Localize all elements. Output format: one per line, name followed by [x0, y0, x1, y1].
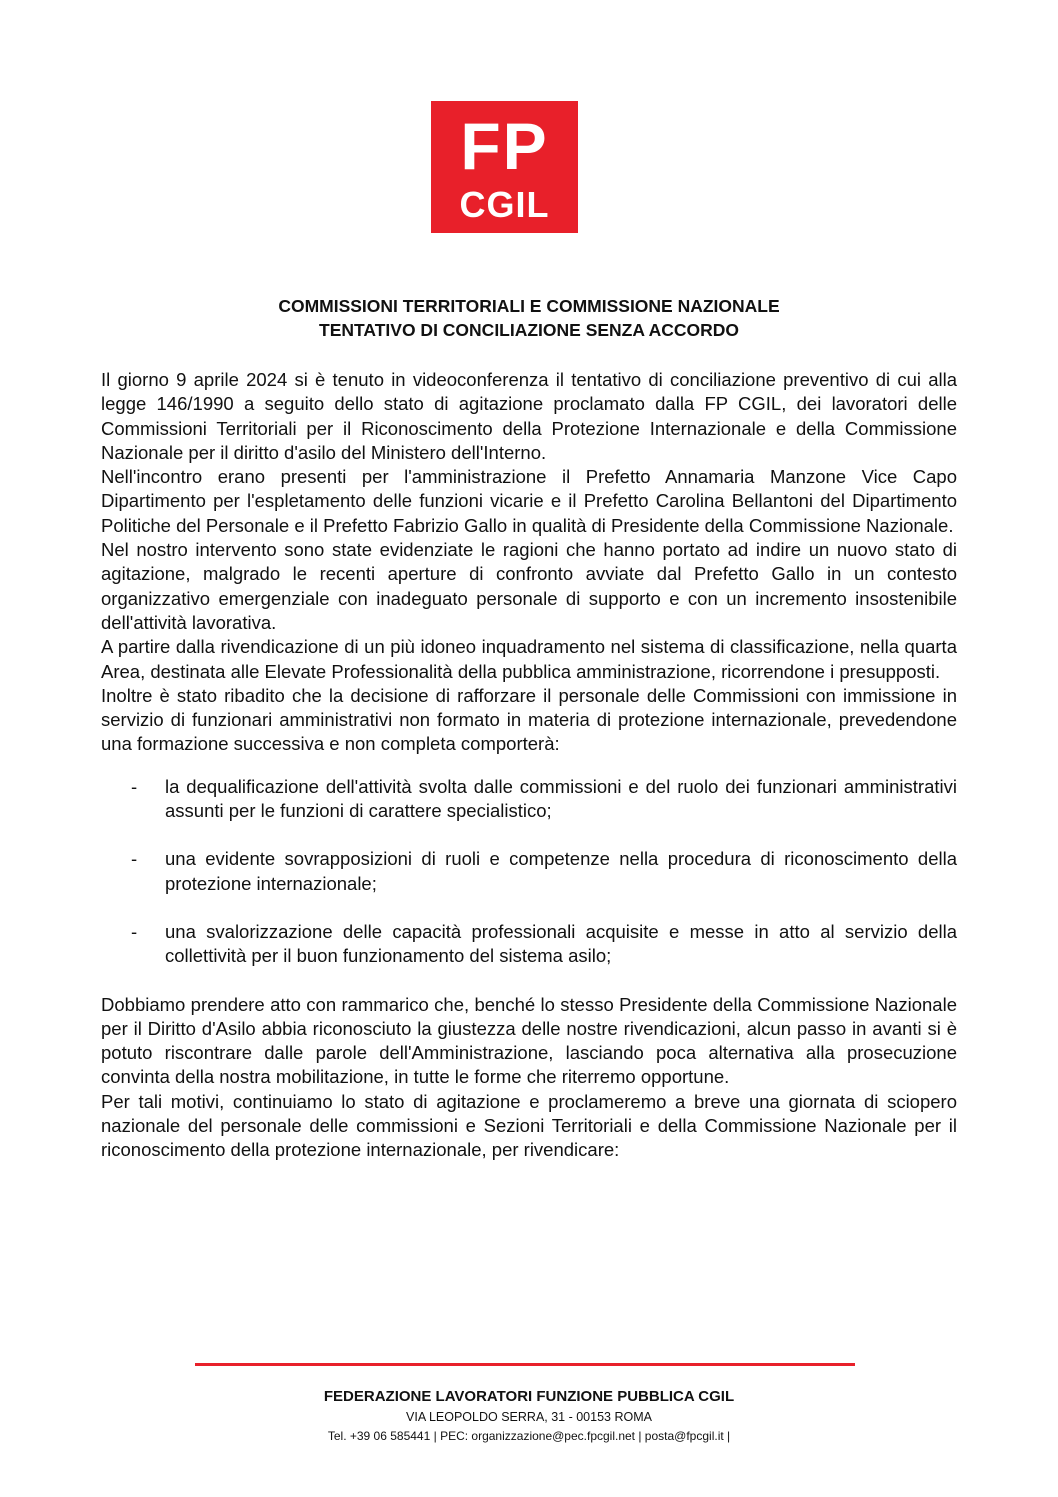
title-line-1: COMMISSIONI TERRITORIALI E COMMISSIONE NAZIONALE	[278, 296, 780, 316]
list-item	[101, 847, 957, 896]
paragraph: Nell'incontro erano presenti per l'amministrazione il Prefetto Annamaria Manzone Vice Capo Dipartimento per l'espletamento delle funzioni vicarie e il Prefetto Carolina Bellantoni del Dipartimento Politiche del Personale e il Prefetto Fabrizio Gallo in qualità di Presidente della Commissione Nazionale.	[101, 466, 957, 536]
paragraph: Dobbiamo prendere atto con rammarico che, benché lo stesso Presidente della Commissione Nazionale per il Diritto d'Asilo abbia riconosciuto la giustezza delle nostre rivendicazioni, alcun passo in avanti si è potuto riscontrare dalle parole dell'Amministrazione, lasciando poca alternativa alla prosecuzione convinta della nostra mobilitazione, in tutte le forme che riterremo opportune.	[101, 993, 957, 1088]
footer-organization: FEDERAZIONE LAVORATORI FUNZIONE PUBBLICA CGIL	[323, 1388, 735, 1405]
document-title	[101, 294, 957, 342]
list-item-text: la dequalificazione dell'attività svolta dalle commissioni e del ruolo dei funzionari amministrativi assunti per le funzioni di carattere specialistico;	[165, 775, 957, 822]
footer-contact: Tel. +39 06 585441 | PEC: organizzazione@pec.fpcgil.net | posta@fpcgil.it |	[327, 1429, 731, 1443]
paragraph: Nel nostro intervento sono state evidenziate le ragioni che hanno portato ad indire un nuovo stato di agitazione, malgrado le recenti aperture di confronto avviate dal Prefetto Gallo in un contesto organizzativo emergenziale con inadeguato personale di supporto e con un incremento insostenibile dell'attività lavorativa.	[101, 539, 957, 633]
document-body	[101, 368, 957, 1163]
title-line-2: TENTATIVO DI CONCILIAZIONE SENZA ACCORDO	[319, 320, 739, 340]
bullet-dash: -	[131, 920, 138, 942]
paragraph: Inoltre è stato ribadito che la decisione di rafforzare il personale delle Commissioni con immissione in servizio di funzionari amministrativi non formato in materia di protezione internazionale, prevedendone una formazione successiva e non completa comporterà:	[101, 684, 957, 755]
paragraph: Per tali motivi, continuiamo lo stato di agitazione e proclameremo a breve una giornata di sciopero nazionale del personale delle commissioni e Sezioni Territoriali e della Commissione Nazionale per il riconoscimento della protezione internazionale, per rivendicare:	[101, 1090, 957, 1161]
paragraph: A partire dalla rivendicazione di un più idoneo inquadramento nel sistema di classificazione, nella quarta Area, destinata alle Elevate Professionalità della pubblica amministrazione, ricorrendone i presupposti.	[101, 636, 957, 682]
footer	[101, 1386, 957, 1446]
fp-cgil-logo	[431, 101, 578, 233]
bullet-dash: -	[131, 848, 138, 870]
footer-address: VIA LEOPOLDO SERRA, 31 - 00153 ROMA	[406, 1410, 652, 1424]
footer-divider	[195, 1363, 855, 1366]
logo-fp-text: FP	[460, 109, 549, 183]
paragraph: Il giorno 9 aprile 2024 si è tenuto in videoconferenza il tentativo di conciliazione preventivo di cui alla legge 146/1990 a seguito dello stato di agitazione proclamato dalla FP CGIL, dei lavoratori delle Commissioni Territoriali per il Riconoscimento della Protezione Internazionale e della Commissione Nazionale per il diritto d'asilo del Ministero dell'Interno.	[101, 369, 957, 463]
bullet-dash: -	[131, 775, 138, 797]
logo-cgil-text: CGIL	[459, 184, 550, 225]
list-item-text: una evidente sovrapposizioni di ruoli e competenze nella procedura di riconoscimento della protezione internazionale;	[165, 848, 957, 894]
list-item-text: una svalorizzazione delle capacità professionali acquisite e messe in atto al servizio della collettività per il buon funzionamento del sistema asilo;	[165, 920, 957, 967]
list-item	[101, 920, 957, 969]
list-item	[101, 775, 957, 824]
bullet-list	[101, 775, 957, 969]
